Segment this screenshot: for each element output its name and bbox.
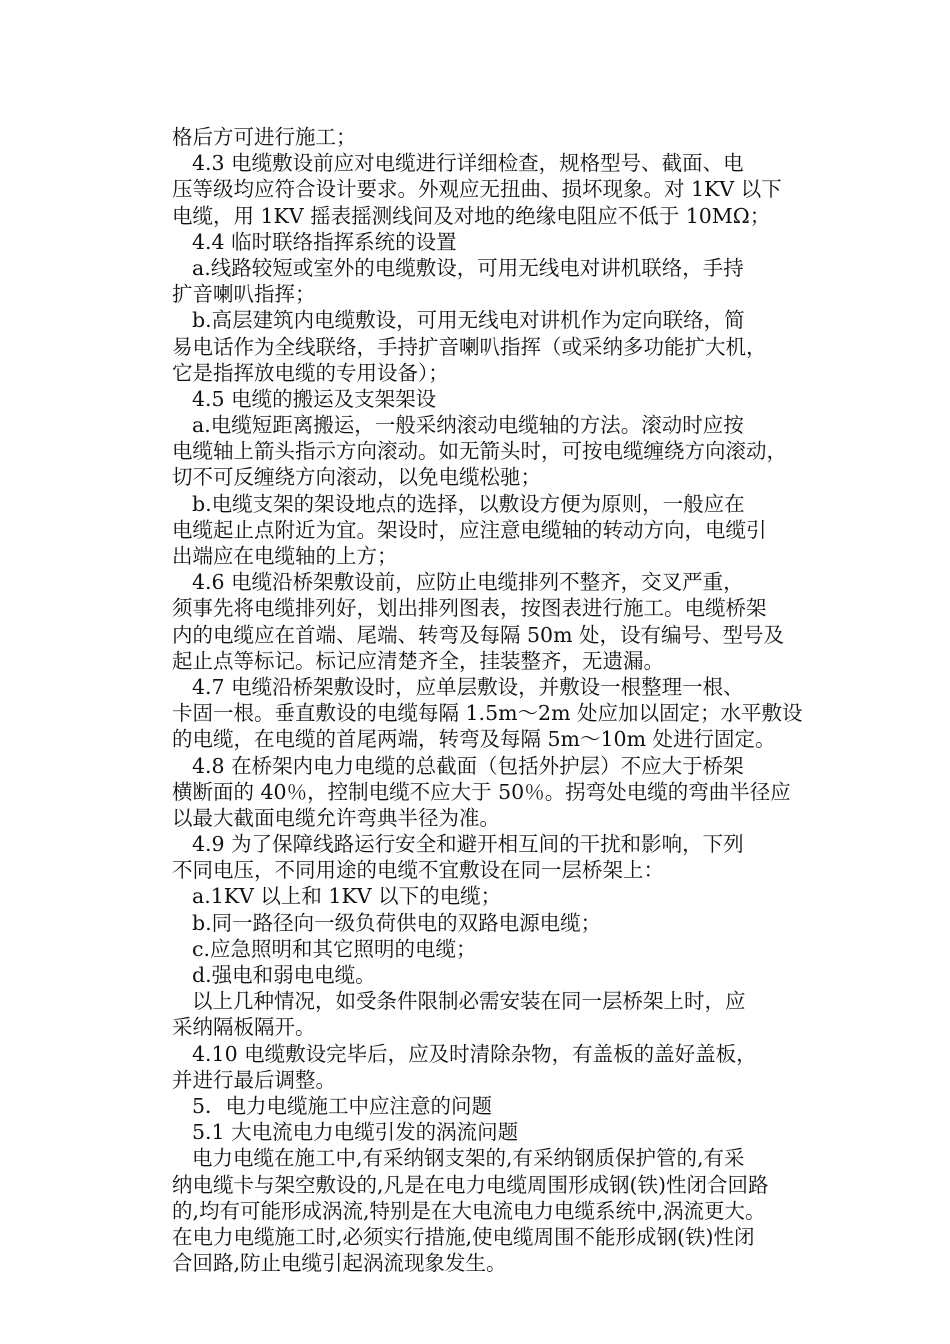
text-line: 以最大截面电缆允许弯典半径为准。	[172, 805, 500, 830]
text-line: c.应急照明和其它照明的电缆；	[192, 936, 477, 961]
text-line: 4.5 电缆的搬运及支架架设	[192, 386, 437, 411]
text-line: 切不可反缠绕方向滚动，以免电缆松驰；	[172, 465, 541, 490]
text-line: 4.10 电缆敷设完毕后，应及时清除杂物，有盖板的盖好盖板，	[192, 1041, 757, 1066]
text-line: 在电力电缆施工时,必须实行措施,使电缆周围不能形成钢(铁)性闭	[172, 1224, 755, 1249]
text-line: 4.3 电缆敷设前应对电缆进行详细检查，规格型号、截面、电	[192, 151, 744, 176]
text-line: 电缆起止点附近为宜。架设时，应注意电缆轴的转动方向，电缆引	[172, 517, 767, 542]
text-line: 4.4 临时联络指挥系统的设置	[192, 229, 457, 254]
text-line: 4.8 在桥架内电力电缆的总截面（包括外护层）不应大于桥架	[192, 753, 744, 778]
text-line: d.强电和弱电电缆。	[192, 963, 376, 987]
text-line: a.1KV 以上和 1KV 以下的电缆；	[192, 884, 502, 909]
text-line: 出端应在电缆轴的上方；	[172, 544, 398, 568]
text-line: 电缆轴上箭头指示方向滚动。如无箭头时，可按电缆缠绕方向滚动，	[172, 439, 787, 464]
text-line: 纳电缆卡与架空敷设的,凡是在电力电缆周围形成钢(铁)性闭合回路	[172, 1172, 769, 1197]
text-line: 压等级均应符合设计要求。外观应无扭曲、损坏现象。对 1KV 以下	[172, 177, 782, 202]
text-line: b.电缆支架的架设地点的选择，以敷设方便为原则，一般应在	[192, 491, 745, 516]
text-line: 的电缆，在电缆的首尾两端，转弯及每隔 5m～10m 处进行固定。	[172, 727, 776, 752]
text-line: 4.7 电缆沿桥架敷设时，应单层敷设，并敷设一根整理一根、	[192, 674, 744, 699]
text-line: 须事先将电缆排列好，划出排列图表，按图表进行施工。电缆桥架	[172, 596, 767, 621]
text-line: 4.6 电缆沿桥架敷设前，应防止电缆排列不整齐，交叉严重，	[192, 570, 744, 595]
text-line: 卡固一根。垂直敷设的电缆每隔 1.5m～2m 处应加以固定；水平敷设	[172, 701, 803, 726]
text-line: 起止点等标记。标记应清楚齐全，挂装整齐，无遗漏。	[172, 648, 664, 673]
text-line: 以上几种情况，如受条件限制必需安装在同一层桥架上时，应	[192, 989, 746, 1014]
text-line: 5.1 大电流电力电缆引发的涡流问题	[192, 1120, 519, 1145]
text-line: b.同一路径向一级负荷供电的双路电源电缆；	[192, 910, 602, 935]
text-line: 内的电缆应在首端、尾端、转弯及每隔 50m 处，设有编号、型号及	[172, 622, 785, 647]
text-line: 电缆，用 1KV 摇表摇测线间及对地的绝缘电阻应不低于 10MΩ；	[172, 203, 771, 228]
text-line: 横断面的 40％，控制电缆不应大于 50％。拐弯处电缆的弯曲半径应	[172, 779, 791, 804]
text-line: 它是指挥放电缆的专用设备）；	[172, 360, 449, 385]
text-line: 格后方可进行施工；	[172, 125, 357, 149]
text-line: 易电话作为全线联络，手持扩音喇叭指挥（或采纳多功能扩大机，	[172, 334, 767, 359]
document-body	[172, 124, 804, 1276]
text-line: 采纳隔板隔开。	[172, 1015, 316, 1040]
text-line: b.高层建筑内电缆敷设，可用无线电对讲机作为定向联络，简	[192, 308, 745, 333]
text-line: 合回路,防止电缆引起涡流现象发生。	[172, 1251, 507, 1276]
text-line: 电力电缆在施工中,有采纳钢支架的,有采纳钢质保护管的,有采	[192, 1146, 745, 1171]
text-line: 并进行最后调整。	[172, 1067, 336, 1092]
text-line: 的,均有可能形成涡流,特别是在大电流电力电缆系统中,涡流更大。	[172, 1198, 766, 1223]
text-line: 不同电压，不同用途的电缆不宜敷设在同一层桥架上：	[172, 858, 664, 883]
text-line: 扩音喇叭指挥；	[172, 282, 316, 307]
text-line: 4.9 为了保障线路运行安全和避开相互间的干扰和影响，下列	[192, 832, 744, 857]
text-line: a.电缆短距离搬运，一般采纳滚动电缆轴的方法。滚动时应按	[192, 413, 744, 438]
text-line: a.线路较短或室外的电缆敷设，可用无线电对讲机联络，手持	[192, 255, 744, 280]
text-line: 5．电力电缆施工中应注意的问题	[192, 1093, 493, 1118]
